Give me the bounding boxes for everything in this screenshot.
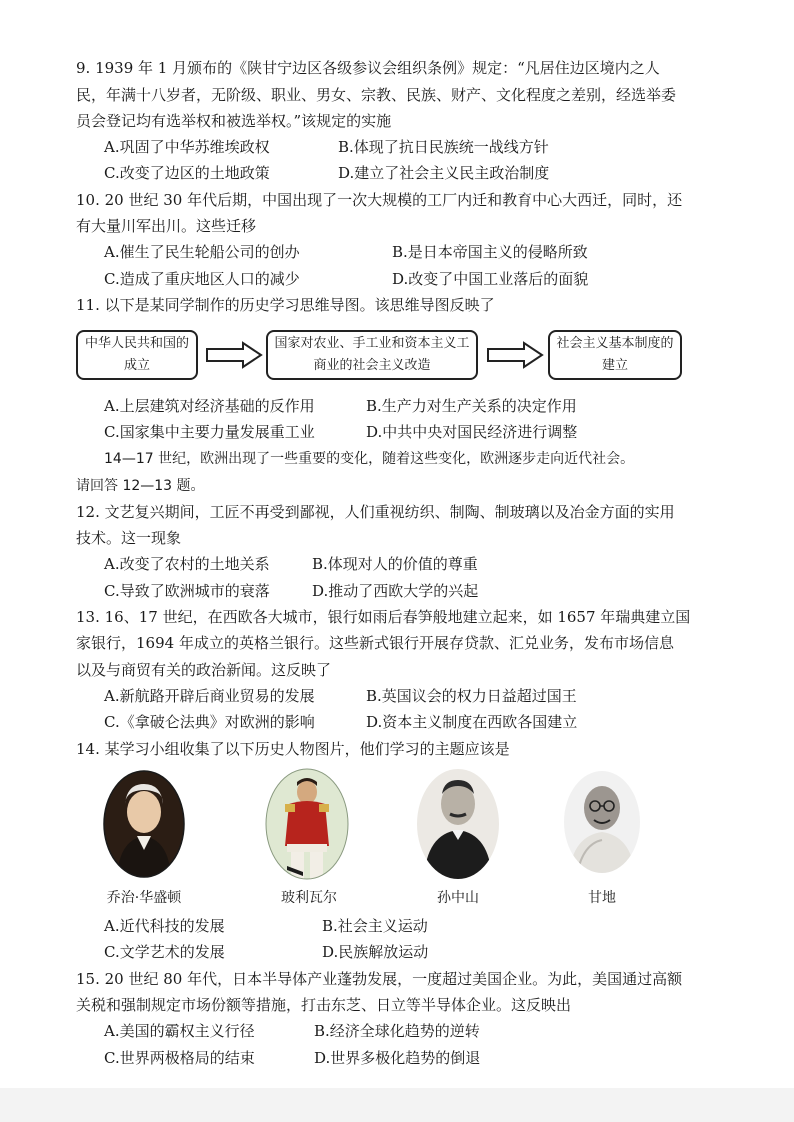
portrait-caption-washington: 乔治·华盛顿 — [106, 890, 182, 906]
q10-option-c[interactable]: C.造成了重庆地区人口的减少 — [104, 270, 300, 288]
q14-option-c[interactable]: C.文学艺术的发展 — [104, 943, 225, 961]
mindmap-box-prc-founding: 中华人民共和国的成立 — [76, 330, 198, 380]
q10-option-d[interactable]: D.改变了中国工业落后的面貌 — [392, 270, 589, 288]
q13-option-b[interactable]: B.英国议会的权力日益超过国王 — [366, 687, 577, 705]
mindmap-box-socialist-system: 社会主义基本制度的建立 — [548, 330, 682, 380]
q9-option-a[interactable]: A.巩固了中华苏维埃政权 — [104, 138, 270, 156]
q11-option-c[interactable]: C.国家集中主要力量发展重工业 — [104, 423, 315, 441]
q12-option-c[interactable]: C.导致了欧洲城市的衰落 — [104, 582, 270, 600]
q13-stem-line-1: 13. 16、17 世纪，在西欧各大城市，银行如雨后春笋般地建立起来，如 1657 年瑞典建立国 — [76, 608, 691, 626]
portrait-gandhi-icon — [563, 770, 641, 874]
portrait-sun-yat-sen-icon — [416, 768, 500, 880]
q11-stem: 11. 以下是某同学制作的历史学习思维导图。该思维导图反映了 — [76, 296, 495, 314]
section-intro-line-2: 请回答 12—13 题。 — [76, 478, 205, 494]
section-intro-line-1: 14—17 世纪，欧洲出现了一些重要的变化，随着这些变化，欧洲逐步走向近代社会。 — [104, 451, 635, 467]
q15-stem-line-2: 关税和强制规定市场份额等措施，打击东芝、日立等半导体企业。这反映出 — [76, 996, 572, 1014]
q10-option-a[interactable]: A.催生了民生轮船公司的创办 — [104, 243, 300, 261]
page-footer-strip — [0, 1088, 794, 1122]
q12-stem-line-2: 技术。这一现象 — [76, 529, 182, 547]
q11-option-d[interactable]: D.中共中央对国民经济进行调整 — [366, 423, 578, 441]
q14-option-b[interactable]: B.社会主义运动 — [322, 917, 428, 935]
q9-option-d[interactable]: D.建立了社会主义民主政治制度 — [338, 164, 550, 182]
q15-option-b[interactable]: B.经济全球化趋势的逆转 — [314, 1022, 480, 1040]
q9-option-c[interactable]: C.改变了边区的土地政策 — [104, 164, 270, 182]
q11-option-b[interactable]: B.生产力对生产关系的决定作用 — [366, 397, 577, 415]
mindmap-arrow-1-icon — [205, 341, 263, 369]
q13-option-c[interactable]: C.《拿破仑法典》对欧洲的影响 — [104, 713, 315, 731]
portrait-washington-icon — [103, 770, 185, 878]
q12-option-a[interactable]: A.改变了农村的土地关系 — [104, 555, 270, 573]
q12-option-d[interactable]: D.推动了西欧大学的兴起 — [312, 582, 479, 600]
q12-stem-line-1: 12. 文艺复兴期间，工匠不再受到鄙视，人们重视纺织、制陶、制玻璃以及冶金方面的实用 — [76, 503, 675, 521]
portrait-caption-gandhi: 甘地 — [588, 890, 616, 906]
q9-stem-line-3: 员会登记均有选举权和被选举权。”该规定的实施 — [76, 112, 392, 130]
mindmap-box-socialist-transformation: 国家对农业、手工业和资本主义工商业的社会主义改造 — [266, 330, 478, 380]
q15-option-a[interactable]: A.美国的霸权主义行径 — [104, 1022, 255, 1040]
q9-stem-line-1: 9. 1939 年 1 月颁布的《陕甘宁边区各级参议会组织条例》规定：“凡居住边区境内之人 — [76, 59, 660, 77]
q10-option-b[interactable]: B.是日本帝国主义的侵略所致 — [392, 243, 588, 261]
q15-option-d[interactable]: D.世界多极化趋势的倒退 — [314, 1049, 481, 1067]
q12-option-b[interactable]: B.体现对人的价值的尊重 — [312, 555, 478, 573]
portrait-caption-sun-yat-sen: 孙中山 — [437, 890, 479, 906]
q13-stem-line-3: 以及与商贸有关的政治新闻。这反映了 — [76, 661, 332, 679]
mindmap-arrow-2-icon — [486, 341, 544, 369]
q15-option-c[interactable]: C.世界两极格局的结束 — [104, 1049, 255, 1067]
q9-option-b[interactable]: B.体现了抗日民族统一战线方针 — [338, 138, 549, 156]
q11-option-a[interactable]: A.上层建筑对经济基础的反作用 — [104, 397, 315, 415]
portrait-caption-bolivar: 玻利瓦尔 — [281, 890, 337, 906]
q15-stem-line-1: 15. 20 世纪 80 年代，日本半导体产业蓬勃发展，一度超过美国企业。为此，美国通过高额 — [76, 970, 683, 988]
q10-stem-line-2: 有大量川军出川。这些迁移 — [76, 217, 257, 235]
q14-stem: 14. 某学习小组收集了以下历史人物图片，他们学习的主题应该是 — [76, 740, 510, 758]
q14-option-d[interactable]: D.民族解放运动 — [322, 943, 429, 961]
q13-option-d[interactable]: D.资本主义制度在西欧各国建立 — [366, 713, 578, 731]
q10-stem-line-1: 10. 20 世纪 30 年代后期，中国出现了一次大规模的工厂内迁和教育中心大西迁，同时，还 — [76, 191, 683, 209]
portrait-bolivar-icon — [265, 768, 349, 880]
q14-option-a[interactable]: A.近代科技的发展 — [104, 917, 225, 935]
q13-stem-line-2: 家银行，1694 年成立的英格兰银行。这些新式银行开展存贷款、汇兑业务，发布市场信息 — [76, 634, 674, 652]
q13-option-a[interactable]: A.新航路开辟后商业贸易的发展 — [104, 687, 315, 705]
q9-stem-line-2: 民，年满十八岁者，无阶级、职业、男女、宗教、民族、财产、文化程度之差别，经选举委 — [76, 86, 677, 104]
